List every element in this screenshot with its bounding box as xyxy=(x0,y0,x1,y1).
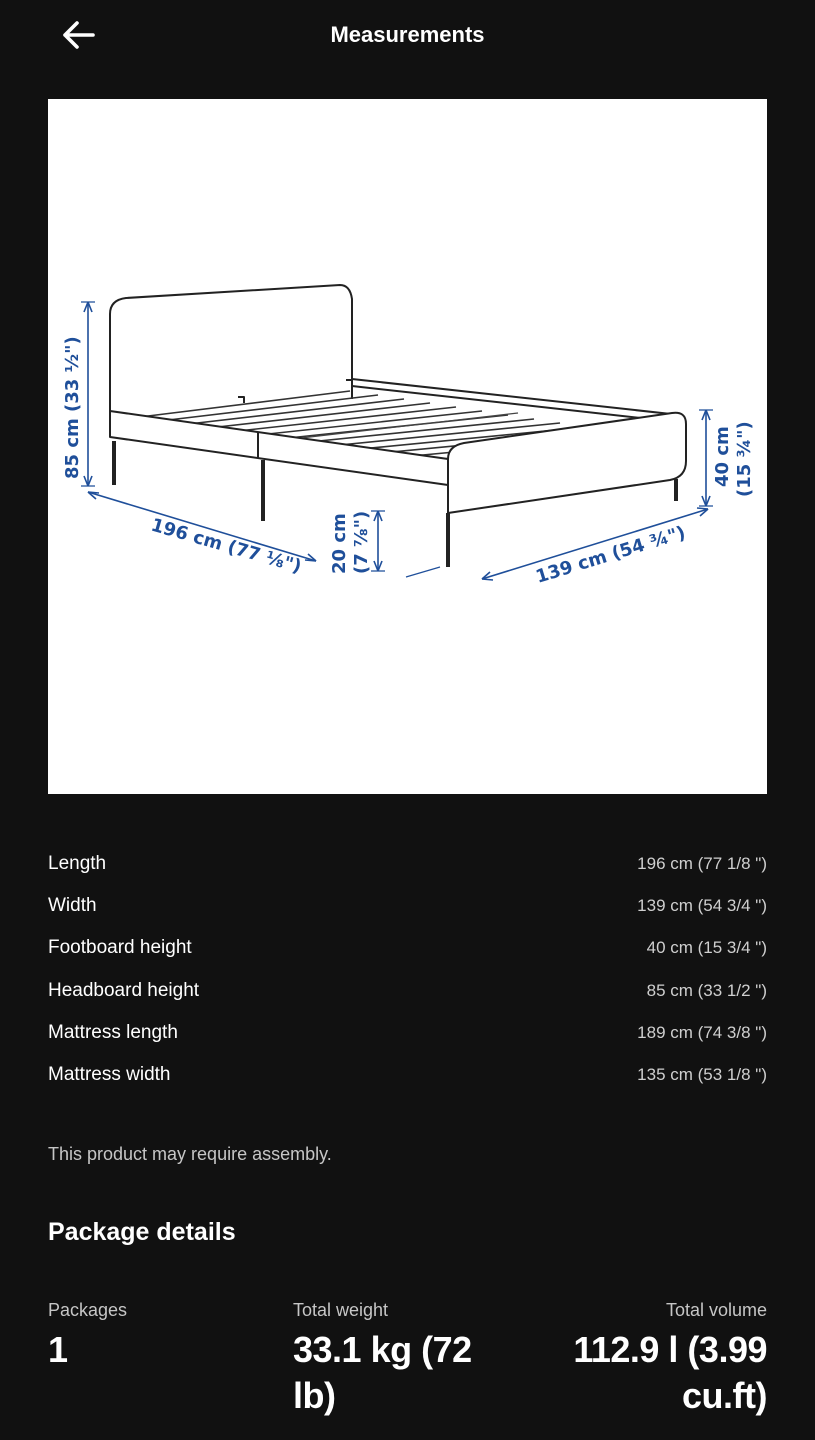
footboard-dimension-label: 40 cm xyxy=(712,426,733,487)
measurement-value: 196 cm (77 1/8 ") xyxy=(637,854,767,874)
total-volume-info xyxy=(540,1300,767,1419)
measurement-value: 85 cm (33 1/2 ") xyxy=(646,980,767,1000)
measurement-label: Headboard height xyxy=(48,979,200,1001)
measurement-row-footboard-height xyxy=(48,927,767,969)
measurement-value: 40 cm (15 3/4 ") xyxy=(646,938,767,958)
measurement-value: 135 cm (53 1/8 ") xyxy=(637,1065,767,1085)
total-volume-line-2: cu.ft) xyxy=(682,1375,767,1416)
top-bar xyxy=(0,0,815,72)
measurement-label: Length xyxy=(48,853,107,875)
package-details-heading: Package details xyxy=(48,1218,236,1246)
total-weight-value xyxy=(293,1327,513,1419)
measurement-row-headboard-height xyxy=(48,970,767,1012)
total-volume-line-1: 112.9 l (3.99 xyxy=(573,1329,767,1370)
footboard-inches-label: (15 ¾") xyxy=(734,421,755,497)
leg-clearance-dimension-label: 20 cm xyxy=(329,513,350,574)
total-volume-value xyxy=(540,1327,767,1419)
total-weight-line-2: lb) xyxy=(293,1375,336,1416)
page-title: Measurements xyxy=(330,22,485,47)
leg-clearance-inches-label: (7 ⅞") xyxy=(351,510,372,574)
total-volume-label: Total volume xyxy=(665,1300,767,1320)
measurement-row-length xyxy=(48,843,767,885)
measurement-label: Mattress width xyxy=(48,1064,171,1086)
total-weight-label: Total weight xyxy=(293,1300,389,1320)
measurement-label: Width xyxy=(48,895,97,917)
length-dimension-label: 196 cm (77 ⅛") xyxy=(148,514,304,578)
width-dimension-label: 139 cm (54 ¾") xyxy=(533,522,688,588)
packages-label: Packages xyxy=(48,1300,128,1320)
measurement-label: Footboard height xyxy=(48,937,192,959)
measurement-value: 139 cm (54 3/4 ") xyxy=(637,896,767,916)
total-weight-line-1: 33.1 kg (72 xyxy=(293,1329,472,1370)
assembly-note: This product may require assembly. xyxy=(48,1144,332,1164)
headboard-dimension-label: 85 cm (33 ½") xyxy=(62,336,83,479)
measurement-value: 189 cm (74 3/8 ") xyxy=(637,1022,767,1042)
measurement-row-width xyxy=(48,885,767,927)
packages-info xyxy=(48,1300,248,1373)
measurement-label: Mattress length xyxy=(48,1021,178,1043)
measurement-row-mattress-width xyxy=(48,1054,767,1096)
total-weight-info xyxy=(293,1300,513,1419)
bed-measurement-illustration xyxy=(48,99,767,794)
measurements-list xyxy=(48,843,767,1096)
measurement-row-mattress-length xyxy=(48,1012,767,1054)
packages-value: 1 xyxy=(48,1329,68,1370)
